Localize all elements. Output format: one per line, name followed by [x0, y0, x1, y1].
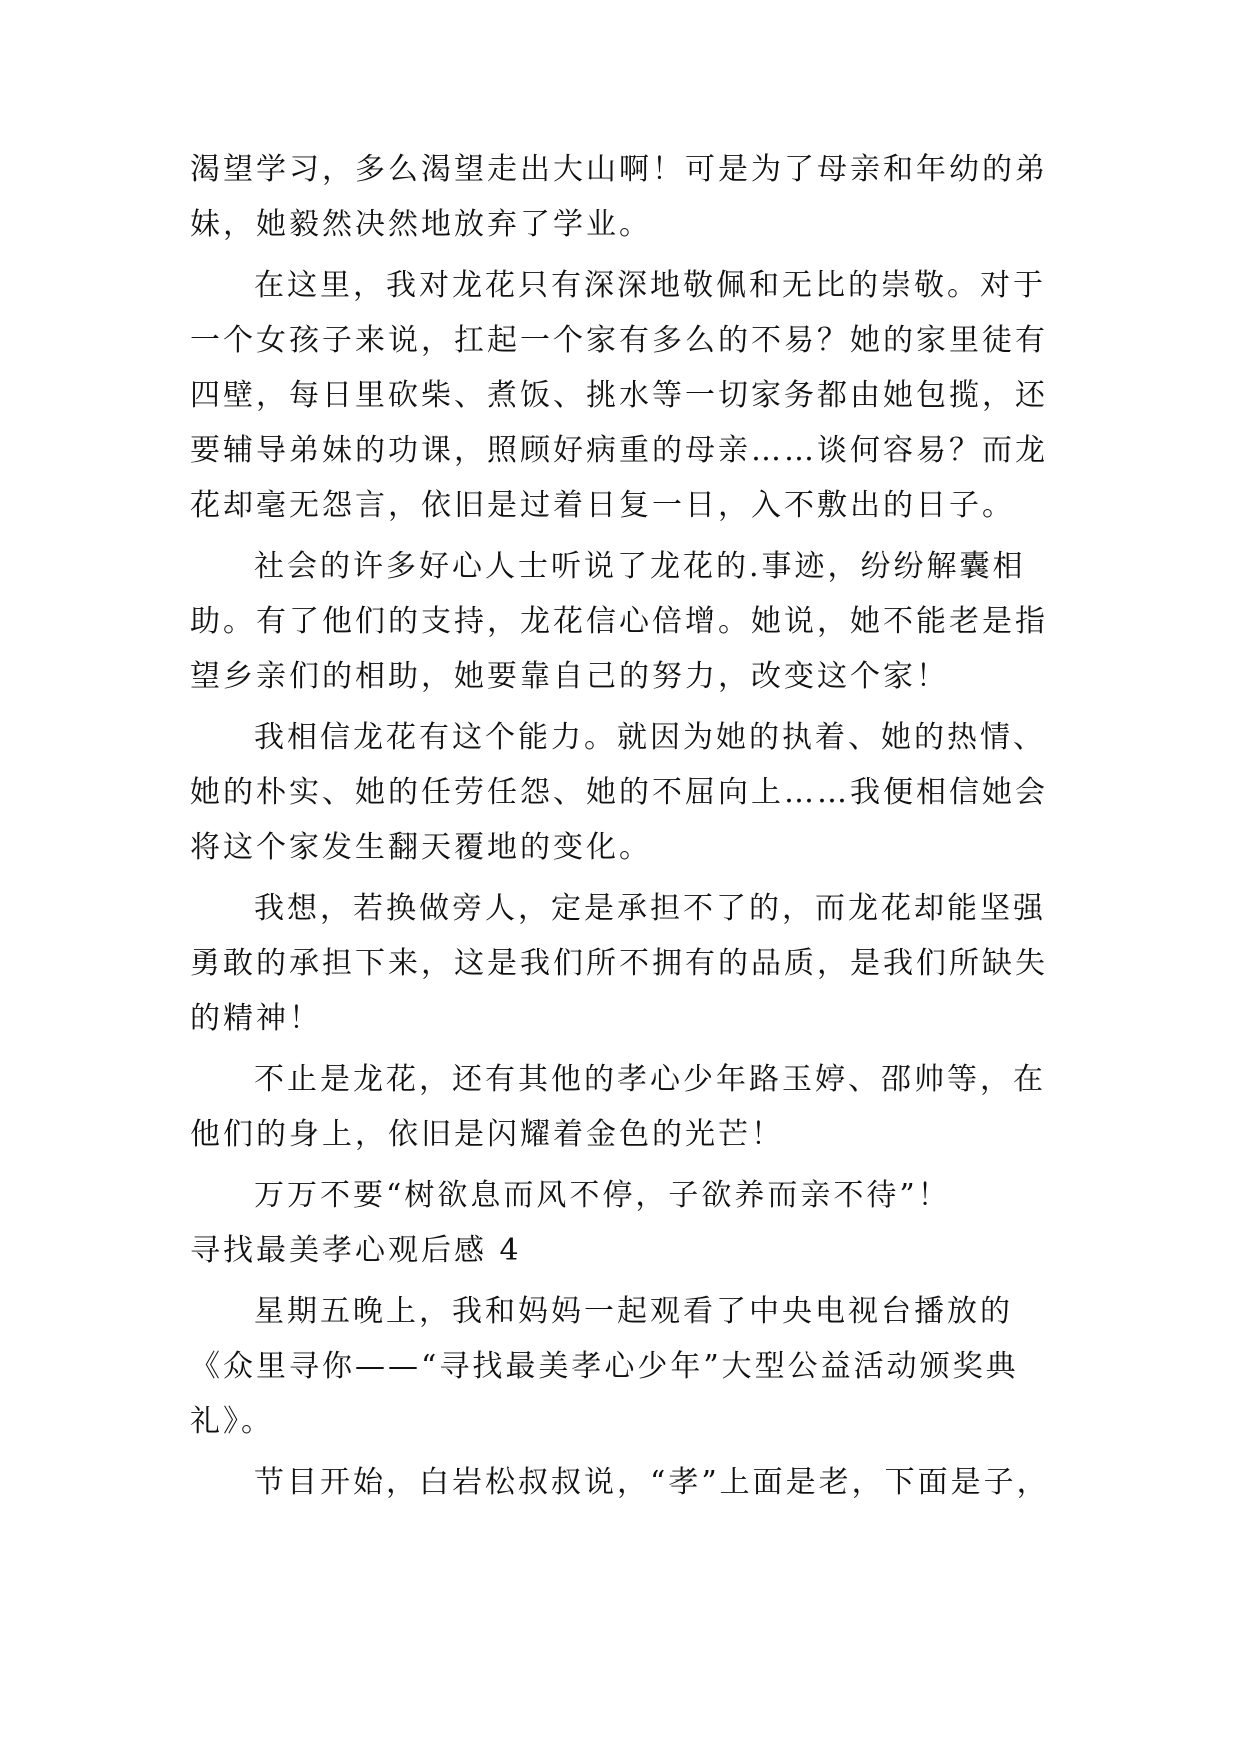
paragraph-line-1: 渴望学习，多么渴望走出大山啊！可是为了母亲和年幼的弟	[190, 152, 1048, 187]
paragraph-line-10: 望乡亲们的相助，她要靠自己的努力，改变这个家！	[190, 659, 949, 694]
paragraph-line-9: 助。有了他们的支持，龙花信心倍增。她说，她不能老是指	[190, 604, 1048, 639]
section-heading: 寻找最美孝心观后感 4	[190, 1233, 522, 1268]
paragraph-line-6: 要辅导弟妹的功课，照顾好病重的母亲……谈何容易？而龙	[190, 433, 1048, 468]
paragraph-line-22: 《众里寻你——“寻找最美孝心少年”大型公益活动颁奖典	[190, 1349, 1019, 1384]
paragraph-line-4: 一个女孩子来说，扛起一个家有多么的不易？她的家里徒有	[190, 323, 1048, 358]
paragraph-line-19: 万万不要“树欲息而风不停，子欲养而亲不待”！	[254, 1178, 951, 1213]
paragraph-line-18: 他们的身上，依旧是闪耀着金色的光芒！	[190, 1117, 784, 1152]
paragraph-line-16: 的精神！	[190, 1001, 322, 1036]
paragraph-line-2: 妹，她毅然决然地放弃了学业。	[190, 207, 652, 242]
paragraph-line-8: 社会的许多好心人士听说了龙花的.事迹，纷纷解囊相	[254, 549, 1026, 584]
paragraph-line-14: 我想，若换做旁人，定是承担不了的，而龙花却能坚强	[254, 891, 1046, 926]
paragraph-line-21: 星期五晚上，我和妈妈一起观看了中央电视台播放的	[254, 1294, 1013, 1329]
paragraph-line-17: 不止是龙花，还有其他的孝心少年路玉婷、邵帅等，在	[254, 1062, 1046, 1097]
paragraph-line-23: 礼》。	[190, 1404, 274, 1439]
paragraph-line-24: 节目开始，白岩松叔叔说，“孝”上面是老，下面是子，	[254, 1465, 1050, 1500]
paragraph-line-7: 花却毫无怨言，依旧是过着日复一日，入不敷出的日子。	[190, 488, 1015, 523]
paragraph-line-13: 将这个家发生翻天覆地的变化。	[190, 830, 652, 865]
paragraph-line-12: 她的朴实、她的任劳任怨、她的不屈向上……我便相信她会	[190, 775, 1048, 810]
paragraph-line-5: 四壁，每日里砍柴、煮饭、挑水等一切家务都由她包揽，还	[190, 378, 1048, 413]
paragraph-line-11: 我相信龙花有这个能力。就因为她的执着、她的热情、	[254, 720, 1046, 755]
paragraph-line-3: 在这里，我对龙花只有深深地敬佩和无比的崇敬。对于	[254, 268, 1046, 303]
paragraph-line-15: 勇敢的承担下来，这是我们所不拥有的品质，是我们所缺失	[190, 946, 1048, 981]
